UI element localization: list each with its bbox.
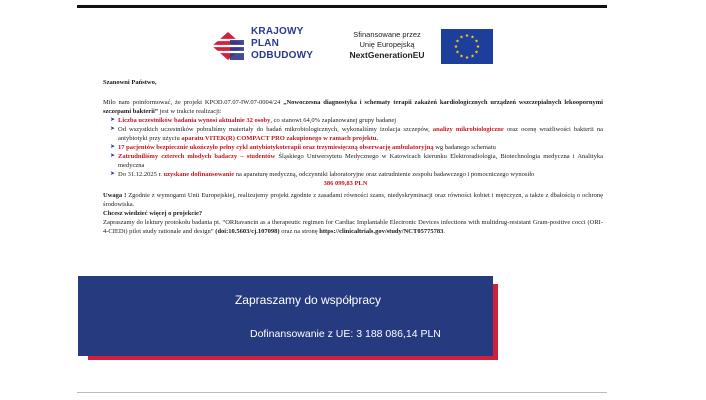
kpo-wordmark bbox=[251, 26, 313, 62]
intro-end: jest w trakcie realizacji: bbox=[158, 108, 222, 115]
kpo-flag-icon bbox=[212, 32, 244, 60]
clinicaltrials-link[interactable]: https://clinicaltrials.gov/study/NCT05775783 bbox=[319, 228, 444, 235]
analysis-highlight: analizy mikrobiologiczne bbox=[432, 126, 504, 133]
more-end: . bbox=[443, 228, 445, 235]
greeting: Szanowni Państwo, bbox=[103, 79, 157, 86]
list-item bbox=[110, 116, 603, 125]
funding-amount: 386 099,83 PLN bbox=[323, 180, 368, 187]
materials-text-2: oraz ocenę wrażliwości bakterii na antybiotyki przy użyciu bbox=[118, 126, 603, 142]
vitek-highlight: aparatu VITEK(R) COMPACT PRO zakupionego w ramach projektu. bbox=[181, 135, 379, 142]
arrow-bullet-icon: ➤ bbox=[110, 117, 116, 123]
researchers-highlight: Zatrudniliśmy czterech młodych badaczy – studentów bbox=[118, 153, 276, 160]
participants-count: Liczba uczestników badania wynosi aktualnie 32 osoby bbox=[118, 117, 271, 124]
arrow-bullet-icon: ➤ bbox=[110, 171, 116, 177]
doi-reference: (doi:10.5603/cj.107098) bbox=[215, 228, 280, 235]
kpo-line-2: PLAN bbox=[251, 38, 280, 49]
uwaga-label: Uwaga ! bbox=[103, 192, 127, 199]
eu-flag-icon bbox=[441, 29, 493, 64]
participants-rest: , co stanowi 64,0% zaplanowanej grupy badanej bbox=[270, 117, 397, 124]
list-item bbox=[110, 125, 603, 143]
letter-body bbox=[103, 78, 603, 236]
list-item bbox=[110, 170, 603, 188]
funding-highlight: uzyskane dofinansowanie bbox=[163, 171, 235, 178]
uwaga-paragraph bbox=[103, 191, 603, 209]
funding-date: Do 31.12.2025 r. bbox=[118, 171, 164, 178]
researchers-rest: Śląskiego Uniwersytetu Medycznego w Katowicach kierunku Elektroradiologia, Biotechnologia medyczna i Analityka medyczna bbox=[118, 153, 603, 169]
eu-funding-text bbox=[342, 30, 432, 60]
more-text-2: oraz na stronę bbox=[279, 228, 320, 235]
list-item bbox=[110, 143, 603, 152]
eu-line-1: Sfinansowane przez bbox=[353, 30, 421, 39]
kpo-line-1: KRAJOWY bbox=[251, 26, 304, 37]
top-rule bbox=[77, 5, 607, 8]
patients-highlight: 17 pacjentów bezpiecznie ukończyło pełny cykl antybiotykoterapii oraz trzymiesięczną obserwację ambulatoryjną bbox=[118, 144, 434, 151]
patients-rest: wg badanego schematu bbox=[433, 144, 496, 151]
more-paragraph bbox=[103, 218, 603, 236]
intro-plain: Miło nam poinformować, że projekt KPOD.07.07-IW.07-0004/24 bbox=[103, 99, 284, 106]
eu-line-2: Unię Europejską bbox=[359, 40, 415, 49]
arrow-bullet-icon: ➤ bbox=[110, 126, 116, 132]
arrow-bullet-icon: ➤ bbox=[110, 153, 116, 159]
funding-text: na aparaturę medyczną, odczynniki laboratoryjne oraz zatrudnienie zespołu badawczego i pomocniczego wynosiło bbox=[234, 171, 535, 178]
materials-text: Od wszystkich uczestników pobraliśmy materiały do badań mikrobiologicznych, wykonaliśmy izolacja szczepów, bbox=[118, 126, 433, 133]
eu-line-3: NextGenerationEU bbox=[349, 50, 425, 60]
list-item bbox=[110, 152, 603, 170]
more-text: Zapraszamy do lektury protokołu badania pt. “ORItavancin as a therapeutic regimen for Cardiac Implantable Electronic Devices infections with multidrug-resistant Gram-positive cocci (ORI-4-CIEDi) pilot study rationale and design” bbox=[103, 219, 603, 235]
banner-title: Zapraszamy do współpracy bbox=[234, 293, 382, 307]
uwaga-text: Zgodnie z wymogami Unii Europejskiej, realizujemy projekt zgodnie z zasadami równości szans, niedyskryminacji oraz równości kobiet i mężczyzn, a także z dbałością o ochronę środowiska. bbox=[103, 192, 603, 208]
cooperation-banner bbox=[78, 276, 493, 356]
arrow-bullet-icon: ➤ bbox=[110, 144, 116, 150]
bottom-rule bbox=[77, 392, 607, 393]
project-title: „Nowoczesna diagnostyka i schematy terapii zakażeń kardiologicznych urządzeń wszczepialnych lekoopornymi szczepami bakterii” bbox=[103, 99, 603, 115]
progress-list bbox=[103, 116, 603, 188]
banner-funding: Dofinansowanie z UE: 3 188 086,14 PLN bbox=[250, 328, 441, 340]
intro-paragraph bbox=[103, 98, 603, 116]
kpo-line-3: ODBUDOWY bbox=[251, 50, 314, 61]
more-title: Chcesz wiedzieć więcej o projekcie? bbox=[103, 210, 203, 217]
